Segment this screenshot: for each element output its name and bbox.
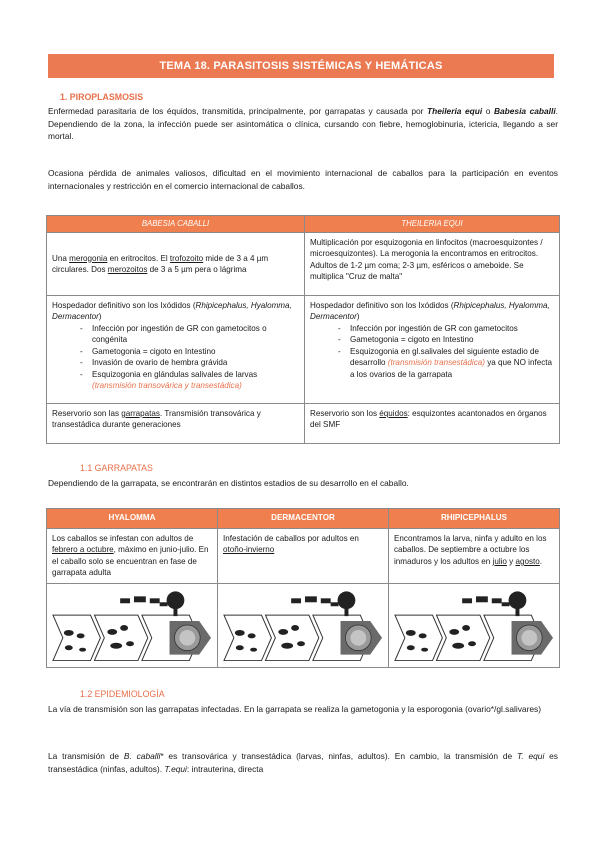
cell-babesia-host: Hospedador definitivo son los Ixódidos (Rhipicephalus, Hyalomma, Dermacentor) - Infección por ingestión de GR con gametocitos o congénita - Gametogonia = cigoto en Intestino - Invasión de ovario de hembra grávida - Esquizogonia en glándulas salivales de larvas (transmisión transovárica y transestádica) [47,296,305,404]
col-header-theileria: THEILERIA EQUI [305,216,560,233]
cycle-diagram-hyalomma-cell [47,583,218,667]
cycle-diagram-dermacentor-cell [218,583,389,667]
list-item: - Esquizogonia en gl.salivales del siguiente estadio de desarrollo (transmisión transestádica) ya que NO infecta a los ovarios de la garrapata [350,346,554,380]
cell-theileria-host: Hospedador definitivo son los Ixódidos (Rhipicephalus, Hyalomma, Dermacentor) - Infección por ingestión de GR con gametocitos - Gametogonia = cigoto en Intestino - Esquizogonia en gl.salivales del siguiente estadio de desarrollo (transmisión transestádica) ya que NO infecta a los ovarios de la garrapata [305,296,560,404]
paragraph-intro: Enfermedad parasitaria de los équidos, transmitida, principalmente, por garrapatas y causada por Theileria equi o Babesia caballi. Dependiendo de la zona, la infección puede ser asintomática o clínica, cursando con fiebre, hemoglobinuria, ictericia, llegando a ser mortal. [48,106,558,142]
col-header-rhipicephalus: RHIPICEPHALUS [389,509,560,529]
cell-theileria-reservoir: Reservorio son los équidos: esquizontes acantonados en órganos del SMF [305,404,560,444]
tick-life-cycle-diagram [222,588,384,662]
col-header-hyalomma: HYALOMMA [47,509,218,529]
babesia-name: Babesia caballi [493,106,556,116]
cell-babesia-morphology: Una merogonia en eritrocitos. El trofozoito mide de 3 a 4 µm circulares. Dos merozoitos de 3 a 5 µm pera o lágrima [47,233,305,296]
cell-dermacentor: Infestación de caballos por adultos en otoño-invierno [218,529,389,584]
paragraph-impact: Ocasiona pérdida de animales valiosos, dificultad en el movimiento internacional de caballos para la participación en eventos internacionales y restricción en el comercio internacional de caballos. [48,168,558,191]
paragraph-transmission-detail: La transmisión de B. caballi* es transovárica y transestádica (larvas, ninfas, adultos). En cambio, la transmisión de T. equi es transestádica (ninfas, adultos). T.equi: intrauterina, directa [48,751,558,774]
list-item: - Gametogonia = cigoto en Intestino [92,346,299,357]
paragraph-garrapatas: Dependiendo de la garrapata, se encontrarán en distintos estadios de su desarrollo en el caballo. [48,478,409,488]
tick-life-cycle-diagram [51,588,213,662]
comparison-table [46,215,560,444]
col-header-dermacentor: DERMACENTOR [218,509,389,529]
list-item: - Esquizogonia en glándulas salivales de larvas [92,369,299,380]
babesia-cycle-list [52,323,299,380]
list-item: - Gametogonia = cigoto en Intestino [350,334,554,345]
section-heading-piroplasmosis: 1. PIROPLASMOSIS [60,92,144,102]
col-header-babesia: BABESIA CABALLI [47,216,305,233]
cell-babesia-reservoir: Reservorio son las garrapatas. Transmisión transovárica y transestádica durante generaciones [47,404,305,444]
cell-rhipicephalus: Encontramos la larva, ninfa y adulto en los caballos. De septiembre a octubre los inmaduros y los adultos en julio y agosto. [389,529,560,584]
section-heading-garrapatas: 1.1 GARRAPATAS [80,463,153,473]
page-title: TEMA 18. PARASITOSIS SISTÉMICAS Y HEMÁTICAS [48,54,554,78]
cycle-diagram-rhipicephalus-cell [389,583,560,667]
theileria-name: Theileria equi [427,106,483,116]
ticks-table [46,508,560,668]
transmission-note: (transmisión transovárica y transestádica) [92,381,242,391]
cell-theileria-morphology: Multiplicación por esquizogonia en linfocitos (macroesquizontes / microesquizontes). La merogonia la encontramos en eritrocitos. Adultos de 1-2 µm coma; 2-3 µm, esféricos o ameboide. Se multiplica "Cruz de malta" [305,233,560,296]
theileria-cycle-list [310,323,554,380]
list-item: - Invasión de ovario de hembra grávida [92,357,299,368]
cell-hyalomma: Los caballos se infestan con adultos de febrero a octubre, máximo en junio-julio. En el caballo solo se encuentran en fase de garrapata adulta [47,529,218,584]
list-item: - Infección por ingestión de GR con gametocitos [350,323,554,334]
list-item: - Infección por ingestión de GR con gametocitos o congénita [92,323,299,346]
tick-life-cycle-diagram [393,588,555,662]
section-heading-epidemiologia: 1.2 EPIDEMIOLOGÍA [80,689,165,699]
paragraph-transmission: La vía de transmisión son las garrapatas infectadas. En la garrapata se realiza la gametogonia y la esporogonia (ovario*/gl.salivares) [48,704,542,714]
